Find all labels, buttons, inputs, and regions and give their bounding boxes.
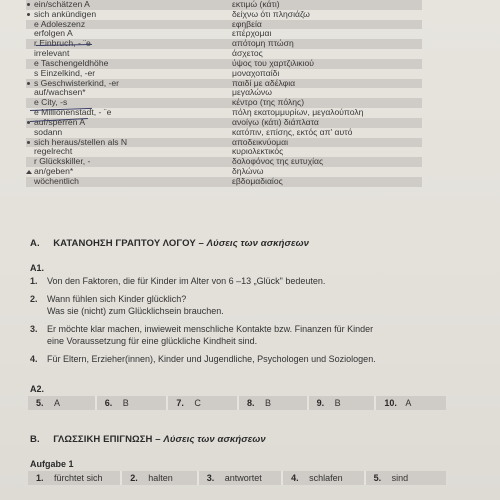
- vocab-german-term: irrelevant: [34, 48, 70, 59]
- vocab-row: [26, 138, 422, 148]
- vocab-german-term: e City, -s: [34, 97, 68, 108]
- vocab-german-term: s Einzelkind, -er: [34, 67, 96, 78]
- aufgabe1-answer-cell: 3. antwortet: [199, 471, 283, 485]
- vocab-german-term: sich ankündigen: [34, 8, 97, 19]
- vocab-german-term: auf/sperren A: [34, 116, 86, 127]
- vocab-greek-translation: παιδί με αδέλφια: [232, 77, 296, 88]
- vocab-row: [26, 167, 422, 177]
- bullet-dot-icon: [27, 3, 30, 6]
- vocab-german-term: regelrecht: [34, 146, 73, 157]
- a2-answer-cell: 7. C: [168, 396, 239, 410]
- aufgabe1-answer-cell: 4. schlafen: [283, 471, 365, 485]
- section-a-subtitle: Λύσεις των ασκήσεων: [206, 238, 310, 249]
- vocab-german-term: sodann: [34, 126, 63, 137]
- vocab-german-term: ein/schätzen A: [34, 0, 90, 9]
- vocab-greek-translation: εκτιμώ (κάτι): [232, 0, 280, 9]
- vocab-row: [26, 20, 422, 30]
- vocab-german-term: s Geschwisterkind, -er: [34, 77, 120, 88]
- vocab-greek-translation: κυριολεκτικός: [232, 146, 284, 157]
- vocab-row: [26, 157, 422, 167]
- vocab-greek-translation: δηλώνω: [232, 166, 264, 177]
- vocab-greek-translation: απότομη πτώση: [232, 38, 294, 49]
- vocab-german-term: erfolgen A: [34, 28, 73, 39]
- textbook-page: ein/schätzen A εκτιμώ (κάτι) sich ankündigen δείχνω ότι πλησιάζω e Adoleszenz εφηβεία erfolgen A επέρχομαι r Einbruch, - ¨e απότομη πτώση irrelevant άσχετος e Taschengeldhöhe ύψος του χαρτζιλικιού s Einzelkind, -er μοναχοπαίδι s Geschwisterkind, -er παιδί με αδέλφια auf/wachsen* μεγαλώνω e City, -s κέντρο (της πόλης) e Millionenstadt, - ¨e πόλη εκατομμυρίων, μεγαλούπολη auf/sperren A ανοίγω (κάτι) διάπλατα sodann κατόπιν, επίσης, εκτός απ' αυτό sich heraus/stellen als N αποδεικνύομαι regelrecht κυριολεκτικός r Glückskiller, - δολοφόνος της ευτυχίας an/geben* δηλώνω wöchentlich εβδομαδιαίος A. ΚΑΤΑΝΟΗΣΗ ΓΡΑΠΤΟΥ ΛΟΓΟΥ – Λύσεις των ασκήσεων A1. 1. Von den Faktoren, die für Kinder im Alter von 6 –13 „Glück" bedeuten. 2. Wann fühlen sich Kinder glücklich? Was sie (nicht) zum Glücklichsein brauchen. 3. Er möchte klar machen, inwieweit menschliche Kontakte bzw. Finanzen für Kinder eine Voraussetzung für eine glückliche Kindheit sind. 4. Für Eltern, Erzieher(innen), Kinder und Jugendliche, Psychologen und Soziologen. A2. 5. A 6. B 7. C 8. B 9. B 10. A B. ΓΛΩΣΣΙΚΗ ΕΠΙΓΝΩΣΗ – Λύσεις των ασκήσεων Aufgabe 1 1. fürchtet sich 2. halten 3. antwortet 4. schlafen 5. sind: [0, 0, 500, 500]
- vocabulary-table: [26, 0, 422, 187]
- vocab-german-term: e Millionenstadt, - ¨e: [34, 107, 112, 118]
- vocab-greek-translation: μοναχοπαίδι: [232, 67, 280, 78]
- section-a-title: ΚΑΤΑΝΟΗΣΗ ΓΡΑΠΤΟΥ ΛΟΓΟΥ –: [53, 238, 204, 249]
- vocab-german-term: r Glückskiller, -: [34, 156, 91, 167]
- vocab-german-term: r Einbruch, - ¨e: [34, 38, 91, 49]
- bullet-dot-icon: [27, 141, 30, 144]
- vocab-greek-translation: ανοίγω (κάτι) διάπλατα: [232, 116, 319, 127]
- section-b-subtitle: Λύσεις των ασκήσεων: [163, 434, 266, 445]
- vocab-greek-translation: άσχετος: [232, 48, 263, 59]
- vocab-greek-translation: κατόπιν, επίσης, εκτός απ' αυτό: [232, 126, 353, 137]
- vocab-german-term: an/geben*: [34, 166, 74, 177]
- vocab-greek-translation: κέντρο (της πόλης): [232, 97, 305, 108]
- vocab-german-term: wöchentlich: [34, 175, 79, 186]
- a2-answer-row: [28, 396, 446, 410]
- aufgabe1-answer-cell: 5. sind: [373, 473, 409, 483]
- vocab-german-term: e Adoleszenz: [34, 18, 86, 29]
- vocab-row: [26, 88, 422, 98]
- vocab-greek-translation: πόλη εκατομμυρίων, μεγαλούπολη: [232, 107, 364, 118]
- section-a-letter: A.: [30, 238, 40, 249]
- vocab-row: [26, 177, 422, 187]
- a2-answer-cell: 9. B: [309, 396, 377, 410]
- vocab-greek-translation: αποδεικνύομαι: [232, 136, 288, 147]
- bullet-dot-icon: [27, 13, 30, 16]
- vocab-row: [26, 10, 422, 20]
- aufgabe1-answer-row: [28, 471, 446, 485]
- section-b-heading: [30, 434, 266, 445]
- a2-answer-cell: 10. A: [384, 398, 412, 408]
- vocab-greek-translation: μεγαλώνω: [232, 87, 272, 98]
- vocab-german-term: e Taschengeldhöhe: [34, 57, 109, 68]
- section-b-title: ΓΛΩΣΣΙΚΗ ΕΠΙΓΝΩΣΗ –: [53, 434, 161, 445]
- aufgabe1-label: Aufgabe 1: [30, 459, 74, 469]
- a2-answer-cell: 5. A: [28, 396, 97, 410]
- aufgabe1-answer-cell: 2. halten: [122, 471, 199, 485]
- aufgabe1-answer-cell: 1. fürchtet sich: [28, 471, 122, 485]
- vocab-german-term: sich heraus/stellen als N: [34, 136, 128, 147]
- vocab-greek-translation: ύψος του χαρτζιλικιού: [232, 57, 314, 68]
- a2-label: A2.: [30, 384, 45, 394]
- section-a-heading: [30, 238, 309, 249]
- vocab-greek-translation: εβδομαδιαίος: [232, 175, 283, 186]
- vocab-greek-translation: εφηβεία: [232, 18, 262, 29]
- vocab-row: [26, 118, 422, 128]
- a2-answer-cell: 6. B: [97, 396, 169, 410]
- vocab-greek-translation: δολοφόνος της ευτυχίας: [232, 156, 324, 167]
- vocab-greek-translation: δείχνω ότι πλησιάζω: [232, 8, 310, 19]
- section-b-letter: B.: [30, 434, 40, 445]
- vocab-german-term: auf/wachsen*: [34, 87, 86, 98]
- a2-answer-cell: 8. B: [239, 396, 309, 410]
- vocab-row: [26, 108, 422, 118]
- a1-label: A1.: [30, 263, 45, 273]
- triangle-marker-icon: [26, 170, 32, 174]
- bullet-dot-icon: [27, 82, 30, 85]
- vocab-greek-translation: επέρχομαι: [232, 28, 272, 39]
